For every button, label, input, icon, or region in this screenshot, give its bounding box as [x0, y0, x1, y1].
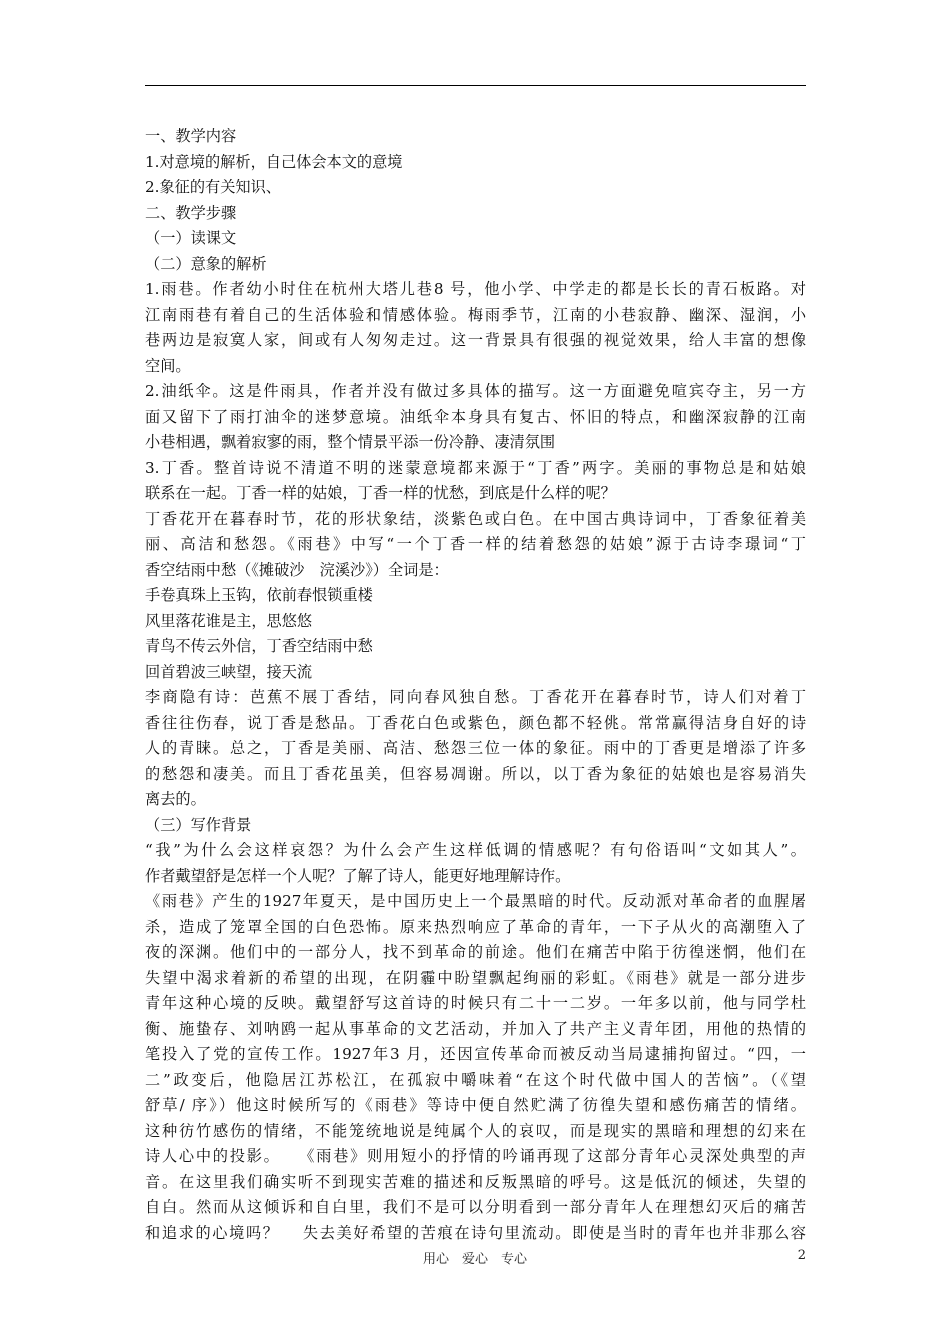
- text-line: （一）读课文: [145, 229, 237, 247]
- text-line: 1.雨巷。作者幼小时住在杭州大塔儿巷8 号，他小学、中学走的都是长长的青石板路。对: [145, 280, 806, 298]
- text-line: 香空结雨中愁（《摊破沙 浣溪沙》）全词是：: [145, 560, 449, 579]
- text-line: 风里落花谁是主，思悠悠: [145, 611, 313, 630]
- text-line: 夜的深渊。他们中的一部分人，找不到革命的前途。他们在痛苦中陷于彷徨迷惘，他们在: [145, 943, 806, 961]
- text-line: 李商隐有诗：芭蕉不展丁香结，同向春风独自愁。丁香花开在暮春时节，诗人们对着丁: [145, 688, 806, 706]
- text-line: 联系在一起。丁香一样的姑娘，丁香一样的忧愁，到底是什么样的呢？: [145, 484, 616, 502]
- text-line: 一、教学内容: [145, 127, 237, 145]
- footer-motto: 用心 爱心 专心: [422, 1252, 527, 1267]
- text-line: 手卷真珠上玉钩，依前春恨锁重楼: [145, 586, 373, 604]
- text-line: 作者戴望舒是怎样一个人呢？了解了诗人，能更好地理解诗作。: [145, 866, 571, 885]
- text-line: 香往往伤春，说丁香是愁品。丁香花白色或紫色，颜色都不轻佻。常常赢得洁身自好的诗: [145, 713, 806, 732]
- text-line: 3.丁香。整首诗说不清道不明的迷蒙意境都来源于“丁香”两字。美丽的事物总是和姑娘: [145, 458, 806, 477]
- text-line: 丽、高洁和愁怨。《雨巷》中写“一个丁香一样的结着愁怨的姑娘”源于古诗李璟词“丁: [145, 535, 806, 553]
- text-line: 失望中渴求着新的希望的出现，在阴霾中盼望飘起绚丽的彩虹。《雨巷》就是一部分进步: [145, 968, 806, 987]
- text-line: 2.象征的有关知识、: [145, 178, 281, 196]
- document-body: [145, 124, 806, 1246]
- text-line: 衡、施蛰存、刘呐鸥一起从事革命的文艺活动，并加入了共产主义青年团，用他的热情的: [145, 1019, 806, 1038]
- page-number: 2: [797, 1248, 806, 1263]
- text-line: 面又留下了雨打油伞的迷梦意境。油纸伞本身具有复古、怀旧的特点，和幽深寂静的江南: [145, 407, 806, 426]
- text-line: 1.对意境的解析，自己体会本文的意境: [145, 152, 403, 171]
- text-line: 2.油纸伞。这是件雨具，作者并没有做过多具体的描写。这一方面避免喧宾夺主，另一方: [145, 382, 806, 400]
- text-line: 二、教学步骤: [145, 203, 237, 222]
- text-line: 人的青睐。总之，丁香是美丽、高洁、愁怨三位一体的象征。雨中的丁香更是增添了许多: [145, 739, 806, 757]
- text-line: 巷两边是寂寞人家，间或有人匆匆走过。这一背景具有很强的视觉效果，给人丰富的想像: [145, 331, 806, 349]
- text-line: 音。在这里我们确实听不到现实苦难的描述和反叛黑暗的呼号。这是低沉的倾述，失望的: [145, 1172, 806, 1191]
- text-line: 二”政变后，他隐居江苏松江，在孤寂中嚼味着“在这个时代做中国人的苦恼”。（《望: [145, 1070, 806, 1089]
- text-line: 舒草/ 序》）他这时候所写的《雨巷》等诗中便自然贮满了彷徨失望和感伤痛苦的情绪。: [145, 1096, 806, 1114]
- text-line: 杀，造成了笼罩全国的白色恐怖。原来热烈响应了革命的青年，一下子从火的高潮堕入了: [145, 917, 806, 936]
- text-line: 离去的。: [145, 790, 206, 808]
- text-line: 青鸟不传云外信，丁香空结雨中愁: [145, 637, 373, 655]
- text-line: 这种彷竹感伤的情绪，不能笼统地说是纯属个人的哀叹，而是现实的黑暗和理想的幻来在: [145, 1121, 806, 1140]
- text-line: 青年这种心境的反映。戴望舒写这首诗的时候只有二十一二岁。一年多以前，他与同学杜: [145, 994, 806, 1012]
- text-line: 自白。然而从这倾诉和自白里，我们不是可以分明看到一部分青年人在理想幻灭后的痛苦: [145, 1198, 806, 1216]
- text-line: 和追求的心境吗？ 失去美好希望的苦痕在诗句里流动。即使是当时的青年也并非那么容: [145, 1223, 806, 1242]
- text-line: 江南雨巷有着自己的生活体验和情感体验。梅雨季节，江南的小巷寂静、幽深、湿润，小: [145, 305, 806, 324]
- text-line: 《雨巷》产生的1927年夏天，是中国历史上一个最黑暗的时代。反动派对革命者的血腥屠: [145, 892, 806, 910]
- text-line: 回首碧波三峡望，接天流: [145, 662, 313, 681]
- text-line: （二）意象的解析: [145, 254, 267, 273]
- header-rule: [145, 85, 806, 86]
- text-line: 诗人心中的投影。 《雨巷》则用短小的抒情的吟诵再现了这部分青年心灵深处典型的声: [145, 1147, 806, 1165]
- text-line: 的愁怨和凄美。而且丁香花虽美，但容易凋谢。所以，以丁香为象征的姑娘也是容易消失: [145, 764, 806, 783]
- text-line: （三）写作背景: [145, 815, 252, 834]
- text-line: 空间。: [145, 356, 191, 375]
- text-line: “我”为什么会这样哀怨？为什么会产生这样低调的情感呢？有句俗语叫“文如其人”。: [145, 841, 806, 859]
- text-line: 丁香花开在暮春时节，花的形状象结，淡紫色或白色。在中国古典诗词中，丁香象征着美: [145, 509, 806, 528]
- text-line: 笔投入了党的宣传工作。1927年3 月，还因宣传革命而被反动当局逮捕拘留过。“四，一: [145, 1045, 806, 1063]
- text-line: 小巷相遇，飘着寂寥的雨，整个情景平添一份冷静、凄清氛围: [145, 433, 556, 451]
